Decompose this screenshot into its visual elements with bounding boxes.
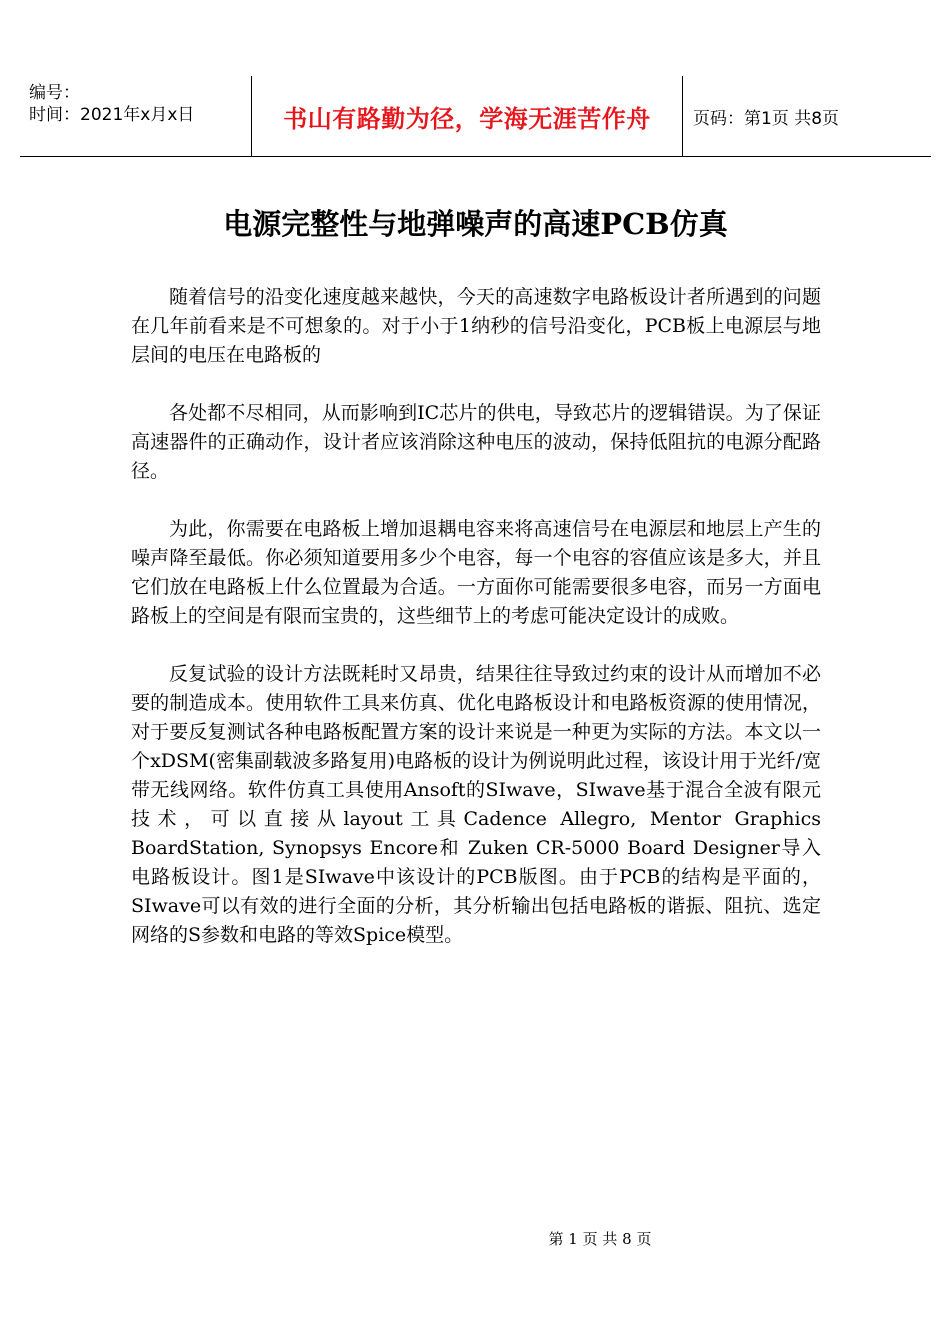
paragraph-1: 随着信号的沿变化速度越来越快，今天的高速数字电路板设计者所遇到的问题在几年前看来是不可想象的。对于小于1纳秒的信号沿变化，PCB板上电源层与地层间的电压在电路板的 <box>131 286 821 366</box>
document-body <box>131 283 821 979</box>
header-meta <box>20 76 251 156</box>
document-time-label: 时间：2021年x月x日 <box>29 105 195 125</box>
paragraph-2: 各处都不尽相同，从而影响到IC芯片的供电，导致芯片的逻辑错误。为了保证高速器件的正确动作，设计者应该消除这种电压的波动，保持低阻抗的电源分配路径。 <box>131 402 821 482</box>
paragraph-4: 反复试验的设计方法既耗时又昂贵，结果往往导致过约束的设计从而增加不必要的制造成本。使用软件工具来仿真、优化电路板设计和电路板资源的使用情况，对于要反复测试各种电路板配置方案的设计来说是一种更为实际的方法。本文以一个xDSM(密集副载波多路复用)电路板的设计为例说明此过程，该设计用于光纤/宽带无线网络。软件仿真工具使用Ansoft的SIwave，SIwave基于混合全波有限元技术，可以直接从layout工具Cadence Allegro, Mentor Graphics BoardStation, Synopsys Encore和 Zuken CR-5000 Board Designer导入电路板设计。图1是SIwave中该设计的PCB版图。由于PCB的结构是平面的，SIwave可以有效的进行全面的分析，其分析输出包括电路板的谐振、阻抗、选定网络的S参数和电路的等效Spice模型。 <box>131 663 821 946</box>
page-footer: 第 1 页 共 8 页 <box>548 1230 652 1248</box>
document-header <box>20 76 931 157</box>
document-title: 电源完整性与地弹噪声的高速PCB仿真 <box>223 207 728 241</box>
paragraph-3: 为此，你需要在电路板上增加退耦电容来将高速信号在电源层和地层上产生的噪声降至最低。你必须知道要用多少个电容，每一个电容的容值应该是多大，并且它们放在电路板上什么位置最为合适。一方面你可能需要很多电容，而另一方面电路板上的空间是有限而宝贵的，这些细节上的考虑可能决定设计的成败。 <box>131 518 821 627</box>
header-page-info: 页码：第1页 共8页 <box>693 108 840 129</box>
document-number-label: 编号： <box>29 83 80 103</box>
header-motto: 书山有路勤为径，学海无涯苦作舟 <box>251 76 683 156</box>
